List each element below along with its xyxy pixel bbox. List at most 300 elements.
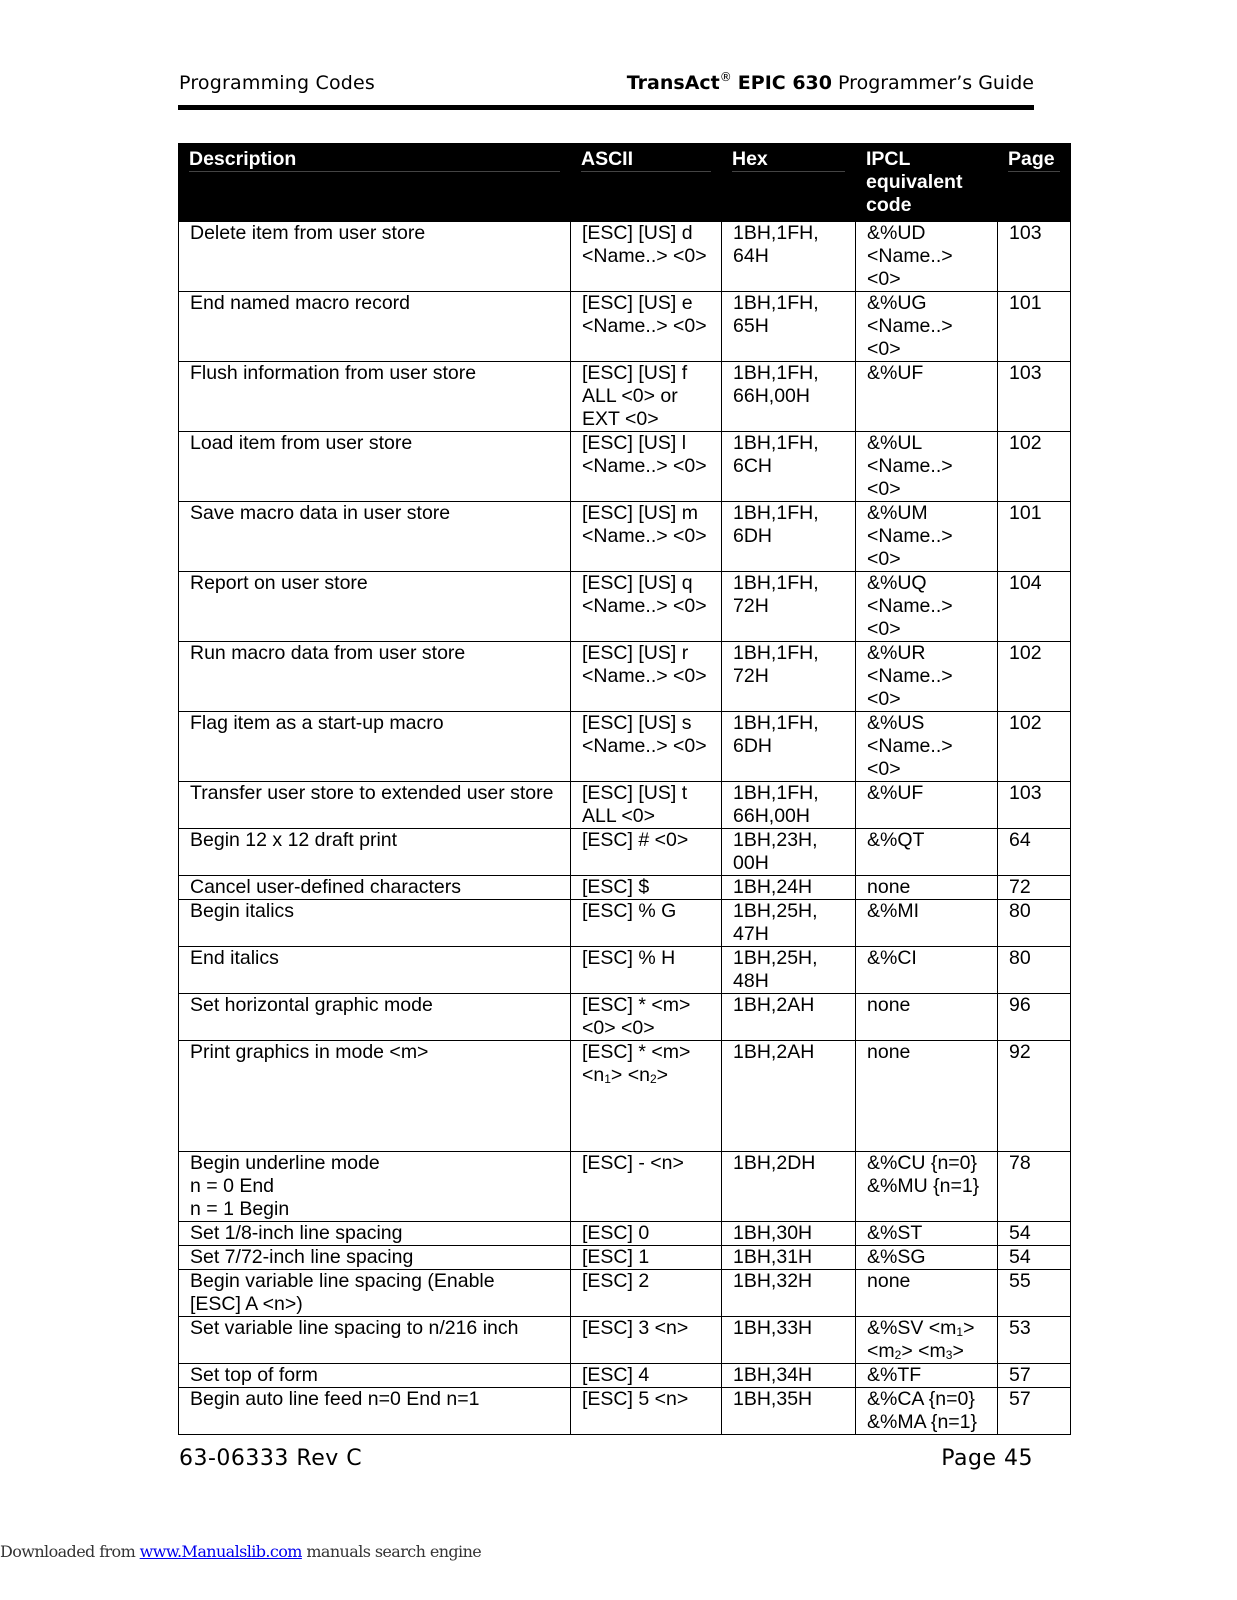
cell-page — [998, 1246, 1071, 1270]
cell-description — [179, 900, 571, 947]
cell-ascii — [571, 994, 722, 1041]
cell-line: 1BH,33H — [733, 1317, 813, 1339]
cell-line: 1BH,2AH — [733, 994, 815, 1016]
cell-line: <0> — [867, 688, 901, 710]
cell-line: &%CI — [867, 947, 917, 969]
cell-line: 1BH,1FH, — [733, 712, 819, 734]
cell-page — [998, 222, 1071, 292]
cell-line: Print graphics in mode <m> — [190, 1041, 429, 1063]
cell-ascii — [571, 1152, 722, 1222]
cell-ascii — [571, 1222, 722, 1246]
cell-hex — [722, 1388, 856, 1435]
cell-description — [179, 362, 571, 432]
cell-line: [ESC] - <n> — [582, 1152, 684, 1174]
cell-ascii — [571, 572, 722, 642]
table-row — [179, 1388, 1071, 1435]
cell-line: [ESC] 3 <n> — [582, 1317, 689, 1339]
cell-line: &%UD — [867, 222, 926, 244]
table-row — [179, 502, 1071, 572]
cell-line: Load item from user store — [190, 432, 413, 454]
cell-ipcl — [856, 502, 998, 572]
cell-page — [998, 1270, 1071, 1317]
cell-line: &%MI — [867, 900, 920, 922]
cell-line: &%UQ — [867, 572, 927, 594]
cell-line: Begin auto line feed n=0 End n=1 — [190, 1388, 480, 1410]
cell-line: none — [867, 994, 911, 1016]
cell-line: ALL <0> or — [582, 385, 678, 407]
footer-doc-number: 63-06333 Rev C — [179, 1446, 363, 1471]
cell-ascii — [571, 900, 722, 947]
cell-line: &%UF — [867, 362, 924, 384]
cell-ascii — [571, 947, 722, 994]
cell-line: 65H — [733, 315, 769, 337]
cell-hex — [722, 1270, 856, 1317]
cell-ipcl — [856, 1222, 998, 1246]
cell-line: 80 — [1009, 900, 1031, 922]
cell-line: <Name..> — [867, 245, 953, 267]
cell-hex — [722, 222, 856, 292]
programming-codes-table — [178, 143, 1071, 1435]
cell-line: 57 — [1009, 1364, 1031, 1386]
footer-page-number: Page 45 — [941, 1446, 1033, 1471]
cell-ipcl — [856, 1364, 998, 1388]
cell-line: Set 7/72-inch line spacing — [190, 1246, 414, 1268]
cell-page — [998, 947, 1071, 994]
cell-line: &%UR — [867, 642, 926, 664]
cell-line: [ESC] [US] s — [582, 712, 692, 734]
cell-ipcl — [856, 994, 998, 1041]
cell-line: n = 0 End — [190, 1175, 275, 1197]
cell-line: <0> — [867, 268, 901, 290]
cell-line: Begin underline mode — [190, 1152, 380, 1174]
cell-line: <0> — [867, 338, 901, 360]
cell-line: 1BH,1FH, — [733, 572, 819, 594]
cell-hex — [722, 1364, 856, 1388]
cell-ipcl — [856, 712, 998, 782]
cell-description — [179, 1364, 571, 1388]
table-body — [179, 222, 1071, 1435]
cell-line: <0> — [867, 548, 901, 570]
cell-line: &%MA {n=1} — [867, 1411, 978, 1433]
cell-line: [ESC] # <0> — [582, 829, 689, 851]
cell-page — [998, 502, 1071, 572]
cell-hex — [722, 1246, 856, 1270]
cell-ipcl — [856, 1317, 998, 1364]
cell-line: End named macro record — [190, 292, 411, 314]
cell-line: Save macro data in user store — [190, 502, 451, 524]
cell-page — [998, 1317, 1071, 1364]
cell-page — [998, 876, 1071, 900]
cell-ascii — [571, 1388, 722, 1435]
cell-line: <Name..> — [867, 525, 953, 547]
cell-hex — [722, 876, 856, 900]
cell-line: 6CH — [733, 455, 773, 477]
cell-line: [ESC] [US] m — [582, 502, 698, 524]
cell-line: <0> <0> — [582, 1017, 655, 1039]
cell-ipcl — [856, 292, 998, 362]
cell-line: [ESC] 0 — [582, 1222, 650, 1244]
cell-line: 92 — [1009, 1041, 1031, 1063]
cell-line: &%CU {n=0} — [867, 1152, 978, 1174]
cell-ipcl — [856, 1152, 998, 1222]
cell-line: [ESC] [US] d — [582, 222, 693, 244]
cell-line: <0> — [867, 478, 901, 500]
cell-page — [998, 432, 1071, 502]
cell-description — [179, 292, 571, 362]
cell-line: $<m_2> <m_3>$ — [867, 1340, 964, 1362]
cell-line: 103 — [1009, 362, 1042, 384]
registered-mark: ® — [719, 70, 732, 84]
cell-ipcl — [856, 222, 998, 292]
cell-ascii — [571, 432, 722, 502]
table-row — [179, 900, 1071, 947]
cell-line: 1BH,35H — [733, 1388, 813, 1410]
cell-description — [179, 876, 571, 900]
cell-line: 80 — [1009, 947, 1031, 969]
cell-line: [ESC] $ — [582, 876, 650, 898]
cell-line: Begin 12 x 12 draft print — [190, 829, 398, 851]
cell-page — [998, 712, 1071, 782]
cell-description — [179, 222, 571, 292]
cell-description — [179, 947, 571, 994]
cell-line: 64H — [733, 245, 769, 267]
cell-line: &%US — [867, 712, 925, 734]
cell-line: [ESC] [US] l — [582, 432, 687, 454]
running-header-section: Programming Codes — [179, 72, 376, 94]
cell-ipcl — [856, 829, 998, 876]
cell-line: 1BH,2DH — [733, 1152, 816, 1174]
cell-line: 101 — [1009, 502, 1042, 524]
cell-page — [998, 1222, 1071, 1246]
cell-description — [179, 782, 571, 829]
cell-page — [998, 1041, 1071, 1152]
cell-page — [998, 994, 1071, 1041]
cell-line: <Name..> <0> — [582, 735, 707, 757]
table-row — [179, 1364, 1071, 1388]
cell-line: 54 — [1009, 1246, 1031, 1268]
cell-line: <Name..> <0> — [582, 665, 707, 687]
table-row — [179, 994, 1071, 1041]
cell-line: 6DH — [733, 525, 773, 547]
cell-hex — [722, 712, 856, 782]
cell-line: Set horizontal graphic mode — [190, 994, 433, 1016]
cell-line: Flag item as a start-up macro — [190, 712, 444, 734]
table-row — [179, 1041, 1071, 1152]
cell-description — [179, 642, 571, 712]
cell-ipcl — [856, 1246, 998, 1270]
cell-line: [ESC] [US] r — [582, 642, 689, 664]
cell-line: $<n_1> <n_2>$ — [582, 1064, 669, 1086]
table-row — [179, 876, 1071, 900]
cell-ascii — [571, 782, 722, 829]
cell-line: <Name..> — [867, 595, 953, 617]
cell-line: 54 — [1009, 1222, 1031, 1244]
cell-ipcl — [856, 947, 998, 994]
cell-line: 1BH,1FH, — [733, 432, 819, 454]
cell-line: 1BH,25H, — [733, 900, 818, 922]
cell-line: [ESC] [US] e — [582, 292, 693, 314]
table-row — [179, 1270, 1071, 1317]
cell-line: End italics — [190, 947, 279, 969]
cell-line: &%TF — [867, 1364, 922, 1386]
cell-hex — [722, 432, 856, 502]
cell-page — [998, 1364, 1071, 1388]
cell-ipcl — [856, 642, 998, 712]
cell-line: 1BH,1FH, — [733, 362, 819, 384]
cell-line: [ESC] * <m> — [582, 994, 691, 1016]
cell-ipcl — [856, 432, 998, 502]
cell-page — [998, 900, 1071, 947]
cell-line: &%UM — [867, 502, 928, 524]
cell-line: &%SG — [867, 1246, 926, 1268]
cell-hex — [722, 362, 856, 432]
cell-hex — [722, 1041, 856, 1152]
cell-line: <Name..> — [867, 315, 953, 337]
column-header-description: Description — [179, 144, 571, 222]
cell-line: 1BH,25H, — [733, 947, 818, 969]
cell-line: Run macro data from user store — [190, 642, 466, 664]
cell-ascii — [571, 292, 722, 362]
table-row — [179, 947, 1071, 994]
cell-description — [179, 1388, 571, 1435]
cell-hex — [722, 1317, 856, 1364]
column-header-ascii: ASCII — [571, 144, 722, 222]
cell-hex — [722, 572, 856, 642]
cell-line: 6DH — [733, 735, 773, 757]
cell-line: 1BH,1FH, — [733, 292, 819, 314]
cell-page — [998, 362, 1071, 432]
cell-line: 57 — [1009, 1388, 1031, 1410]
cell-line: 1BH,24H — [733, 876, 813, 898]
cell-line: 1BH,31H — [733, 1246, 813, 1268]
cell-ascii — [571, 642, 722, 712]
cell-line: 64 — [1009, 829, 1031, 851]
cell-ipcl — [856, 1270, 998, 1317]
cell-ascii — [571, 829, 722, 876]
cell-line: [ESC] A <n>) — [190, 1293, 303, 1315]
cell-line: 47H — [733, 923, 769, 945]
cell-ascii — [571, 1246, 722, 1270]
cell-page — [998, 572, 1071, 642]
cell-line: <Name..> — [867, 735, 953, 757]
table-row — [179, 1317, 1071, 1364]
cell-line: [ESC] 5 <n> — [582, 1388, 689, 1410]
cell-line: 1BH,1FH, — [733, 782, 819, 804]
cell-line: <Name..> <0> — [582, 455, 707, 477]
cell-description — [179, 1270, 571, 1317]
table-row — [179, 292, 1071, 362]
download-bar — [0, 1542, 481, 1561]
cell-description — [179, 1317, 571, 1364]
cell-line: Set variable line spacing to n/216 inch — [190, 1317, 519, 1339]
cell-line: &%MU {n=1} — [867, 1175, 980, 1197]
cell-page — [998, 1388, 1071, 1435]
cell-description — [179, 1246, 571, 1270]
cell-line: 72H — [733, 665, 769, 687]
cell-line: <Name..> <0> — [582, 315, 707, 337]
cell-line: [ESC] 1 — [582, 1246, 650, 1268]
cell-ipcl — [856, 876, 998, 900]
table-row — [179, 1222, 1071, 1246]
cell-line: 48H — [733, 970, 769, 992]
cell-line: ALL <0> — [582, 805, 656, 827]
guide-name: Programmer’s Guide — [838, 72, 1034, 94]
cell-ipcl — [856, 362, 998, 432]
cell-line: [ESC] [US] t — [582, 782, 688, 804]
cell-line: [ESC] % G — [582, 900, 677, 922]
cell-ipcl — [856, 782, 998, 829]
cell-line: Transfer user store to extended user store — [190, 782, 554, 804]
cell-line: 55 — [1009, 1270, 1031, 1292]
table-row — [179, 1246, 1071, 1270]
cell-description — [179, 502, 571, 572]
download-prefix: Downloaded from — [0, 1542, 140, 1561]
cell-page — [998, 829, 1071, 876]
cell-line: n = 1 Begin — [190, 1198, 290, 1220]
cell-line: &%SV $<m_1>$ — [867, 1317, 975, 1339]
cell-description — [179, 1222, 571, 1246]
cell-line: 66H,00H — [733, 385, 810, 407]
cell-hex — [722, 829, 856, 876]
cell-line: 72H — [733, 595, 769, 617]
cell-description — [179, 994, 571, 1041]
cell-line: [ESC] % H — [582, 947, 676, 969]
cell-line: Cancel user-defined characters — [190, 876, 461, 898]
cell-page — [998, 782, 1071, 829]
manualslib-link[interactable]: www.Manualslib.com — [139, 1542, 302, 1561]
cell-line: 102 — [1009, 432, 1042, 454]
cell-line: Flush information from user store — [190, 362, 477, 384]
cell-description — [179, 712, 571, 782]
table-header-row — [179, 144, 1071, 222]
cell-line: 1BH,32H — [733, 1270, 813, 1292]
cell-description — [179, 1152, 571, 1222]
cell-line: Begin italics — [190, 900, 295, 922]
cell-line: <0> — [867, 758, 901, 780]
cell-line: none — [867, 1041, 911, 1063]
cell-hex — [722, 900, 856, 947]
cell-hex — [722, 994, 856, 1041]
cell-hex — [722, 642, 856, 712]
cell-ipcl — [856, 1388, 998, 1435]
cell-page — [998, 292, 1071, 362]
cell-description — [179, 432, 571, 502]
cell-ascii — [571, 712, 722, 782]
cell-line: <Name..> <0> — [582, 525, 707, 547]
table-row — [179, 432, 1071, 502]
cell-line: 1BH,34H — [733, 1364, 813, 1386]
cell-ascii — [571, 876, 722, 900]
cell-hex — [722, 782, 856, 829]
cell-description — [179, 1041, 571, 1152]
cell-line: <Name..> — [867, 665, 953, 687]
cell-line: 96 — [1009, 994, 1031, 1016]
cell-line: none — [867, 1270, 911, 1292]
cell-hex — [722, 947, 856, 994]
cell-line: 72 — [1009, 876, 1031, 898]
cell-line: &%UL — [867, 432, 923, 454]
cell-ipcl — [856, 900, 998, 947]
table-row — [179, 362, 1071, 432]
cell-line: 53 — [1009, 1317, 1031, 1339]
cell-line: <Name..> <0> — [582, 245, 707, 267]
header-rule — [178, 105, 1034, 110]
table-row — [179, 572, 1071, 642]
cell-ascii — [571, 362, 722, 432]
table-row — [179, 782, 1071, 829]
cell-line: &%QT — [867, 829, 925, 851]
table-row — [179, 829, 1071, 876]
product-name: EPIC 630 — [737, 72, 832, 94]
cell-line: 66H,00H — [733, 805, 810, 827]
cell-line: 1BH,1FH, — [733, 222, 819, 244]
cell-line: 103 — [1009, 782, 1042, 804]
cell-line: 1BH,1FH, — [733, 642, 819, 664]
cell-line: 1BH,1FH, — [733, 502, 819, 524]
cell-line: none — [867, 876, 911, 898]
cell-ascii — [571, 1364, 722, 1388]
download-suffix: manuals search engine — [301, 1542, 482, 1561]
cell-line: <0> — [867, 618, 901, 640]
cell-page — [998, 642, 1071, 712]
column-header-hex: Hex — [722, 144, 856, 222]
column-header-page: Page — [998, 144, 1071, 222]
cell-hex — [722, 1222, 856, 1246]
cell-hex — [722, 502, 856, 572]
cell-line: &%UF — [867, 782, 924, 804]
cell-line: Set 1/8-inch line spacing — [190, 1222, 403, 1244]
cell-ipcl — [856, 572, 998, 642]
cell-line: [ESC] [US] q — [582, 572, 693, 594]
cell-ascii — [571, 1317, 722, 1364]
table-row — [179, 1152, 1071, 1222]
cell-line: [ESC] [US] f — [582, 362, 688, 384]
cell-ascii — [571, 222, 722, 292]
cell-line: 102 — [1009, 712, 1042, 734]
cell-line: Begin variable line spacing (Enable — [190, 1270, 495, 1292]
cell-line: &%ST — [867, 1222, 923, 1244]
cell-line: <Name..> <0> — [582, 595, 707, 617]
cell-line: [ESC] * <m> — [582, 1041, 691, 1063]
cell-ascii — [571, 1270, 722, 1317]
cell-line: <Name..> — [867, 455, 953, 477]
cell-line: [ESC] 4 — [582, 1364, 650, 1386]
cell-ipcl — [856, 1041, 998, 1152]
cell-line: 104 — [1009, 572, 1042, 594]
cell-line: Set top of form — [190, 1364, 318, 1386]
brand-name: TransAct — [626, 72, 720, 94]
cell-description — [179, 572, 571, 642]
column-header-ipcl: IPCL equivalent code — [856, 144, 998, 222]
running-header-title — [627, 72, 1034, 94]
cell-page — [998, 1152, 1071, 1222]
cell-line: &%UG — [867, 292, 927, 314]
cell-line: 103 — [1009, 222, 1042, 244]
cell-line: &%CA {n=0} — [867, 1388, 975, 1410]
cell-line: 00H — [733, 852, 769, 874]
cell-hex — [722, 292, 856, 362]
cell-line: [ESC] 2 — [582, 1270, 650, 1292]
table-row — [179, 222, 1071, 292]
table-row — [179, 642, 1071, 712]
cell-line: Report on user store — [190, 572, 368, 594]
cell-line: EXT <0> — [582, 408, 659, 430]
cell-line: 1BH,30H — [733, 1222, 813, 1244]
table-row — [179, 712, 1071, 782]
cell-line: 78 — [1009, 1152, 1031, 1174]
cell-hex — [722, 1152, 856, 1222]
cell-line: 101 — [1009, 292, 1042, 314]
